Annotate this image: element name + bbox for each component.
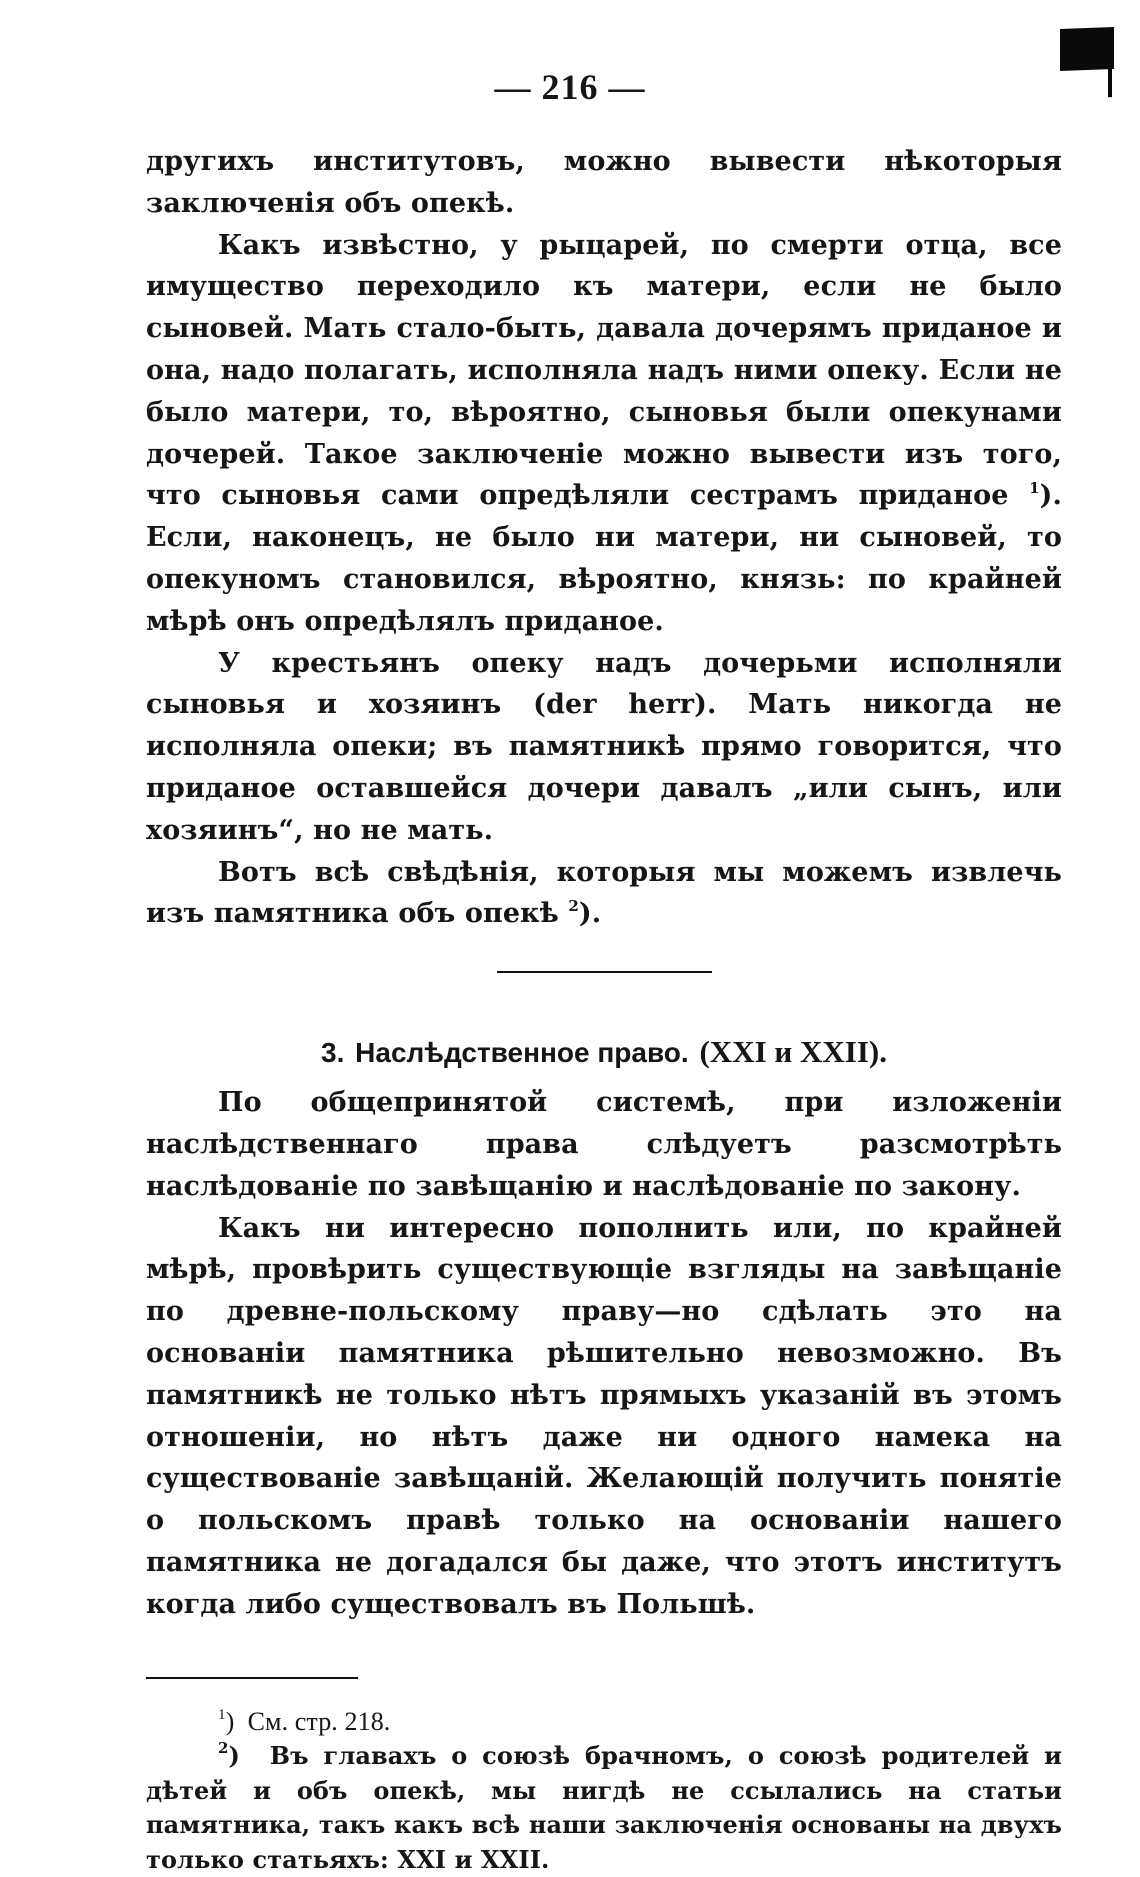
footnote-1-text: См. стр. 218. xyxy=(248,1707,391,1736)
section-articles: (XXI и XXII). xyxy=(699,1034,887,1069)
section-heading xyxy=(146,1031,1062,1074)
page-content xyxy=(146,141,1062,1877)
paragraph-knights-text-b: . Если, наконецъ, не было ни матери, ни сыновей, то опекуномъ становился, вѣроятно, князь: по крайней мѣрѣ онъ опредѣлялъ приданое. xyxy=(146,480,1062,636)
paragraph-summary-text-b: ). xyxy=(579,898,601,929)
footnote-ref-1: 1 xyxy=(1029,479,1040,497)
section-divider xyxy=(497,971,712,973)
paragraph-knights-text-a: Какъ извѣстно, у рыцарей, по смерти отца, все имущество переходило къ матери, если не было сыновей. Мать стало-быть, давала дочерямъ приданое и она, надо полагать, исполняла надъ ними опеку. Если не было матери, то, вѣроятно, сыновья были опекунами дочерей. Такое заключеніе можно вывести изъ того, что сыновья сами опредѣляли сестрамъ приданое xyxy=(146,230,1062,512)
footnote-1: $^1$) См. стр. 218. xyxy=(146,1705,1062,1740)
footnote-1-marker: 1 xyxy=(218,1707,226,1723)
corner-tab-mark xyxy=(1060,27,1114,71)
paragraph-inheritance-testament: Какъ ни интересно пополнить или, по крайней мѣрѣ, провѣрить существующіе взгляды на завѣщаніе по древне-польскому праву—но сдѣлать это на основаніи памятника рѣшительно невозможно. Въ памятникѣ не только нѣтъ прямыхъ указаній въ этомъ отношеніи, но нѣтъ даже ни одного намека на существованіе завѣщаній. Желающій получить понятіе о польскомъ правѣ только на основаніи нашего памятника не догадался бы даже, что этотъ институтъ когда либо существовалъ въ Польшѣ. xyxy=(146,1208,1062,1626)
footnote-2: $^2$) Въ главахъ о союзѣ брачномъ, о союзѣ родителей и дѣтей и объ опекѣ, мы нигдѣ не ссылались на статьи памятника, такъ какъ всѣ наши заключенія основаны на двухъ только статьяхъ: XXI и XXII. xyxy=(146,1739,1062,1877)
paragraph-inheritance-intro: По общепринятой системѣ, при изложеніи наслѣдственнаго права слѣдуетъ разсмотрѣть наслѣдованіе по завѣщанію и наслѣдованіе по закону. xyxy=(146,1082,1062,1207)
page-number: — 216 — xyxy=(0,66,1140,108)
paragraph-knights: Какъ извѣстно, у рыцарей, по смерти отца, все имущество переходило къ матери, если не было сыновей. Мать стало-быть, давала дочерямъ приданое и она, надо полагать, исполняла надъ ними опеку. Если не было матери, то, вѣроятно, сыновья были опекунами дочерей. Такое заключеніе можно вывести изъ того, что сыновья сами опредѣляли сестрамъ приданое $^1$). Если, наконецъ, не было ни матери, ни сыновей, то опекуномъ становился, вѣроятно, князь: по крайней мѣрѣ онъ опредѣлялъ приданое. xyxy=(146,225,1062,643)
footnote-2-text: Въ главахъ о союзѣ брачномъ, о союзѣ родителей и дѣтей и объ опекѣ, мы нигдѣ не ссылались на статьи памятника, такъ какъ всѣ наши заключенія основаны на двухъ только статьяхъ: XXI и XXII. xyxy=(146,1741,1062,1874)
paragraph-peasants: У крестьянъ опеку надъ дочерьми исполняли сыновья и хозяинъ (der herr). Мать никогда не исполняла опеки; въ памятникѣ прямо говорится, что приданое оставшейся дочери давалъ „или сынъ, или хозяинъ“, но не мать. xyxy=(146,643,1062,852)
footnote-2-marker: 2 xyxy=(218,1739,229,1757)
footnote-divider xyxy=(146,1677,358,1679)
footnote-ref-2: 2 xyxy=(568,897,579,915)
footnotes xyxy=(146,1705,1062,1877)
paragraph-continuation: другихъ институтовъ, можно вывести нѣкоторыя заключенія объ опекѣ. xyxy=(146,141,1062,225)
section-title: Наслѣдственное право. xyxy=(355,1037,689,1068)
paragraph-summary-text-a: Вотъ всѣ свѣдѣнія, которыя мы можемъ извлечь изъ памятника объ опекѣ xyxy=(146,857,1062,930)
paragraph-summary xyxy=(146,852,1062,936)
section-number: 3. xyxy=(321,1037,344,1068)
